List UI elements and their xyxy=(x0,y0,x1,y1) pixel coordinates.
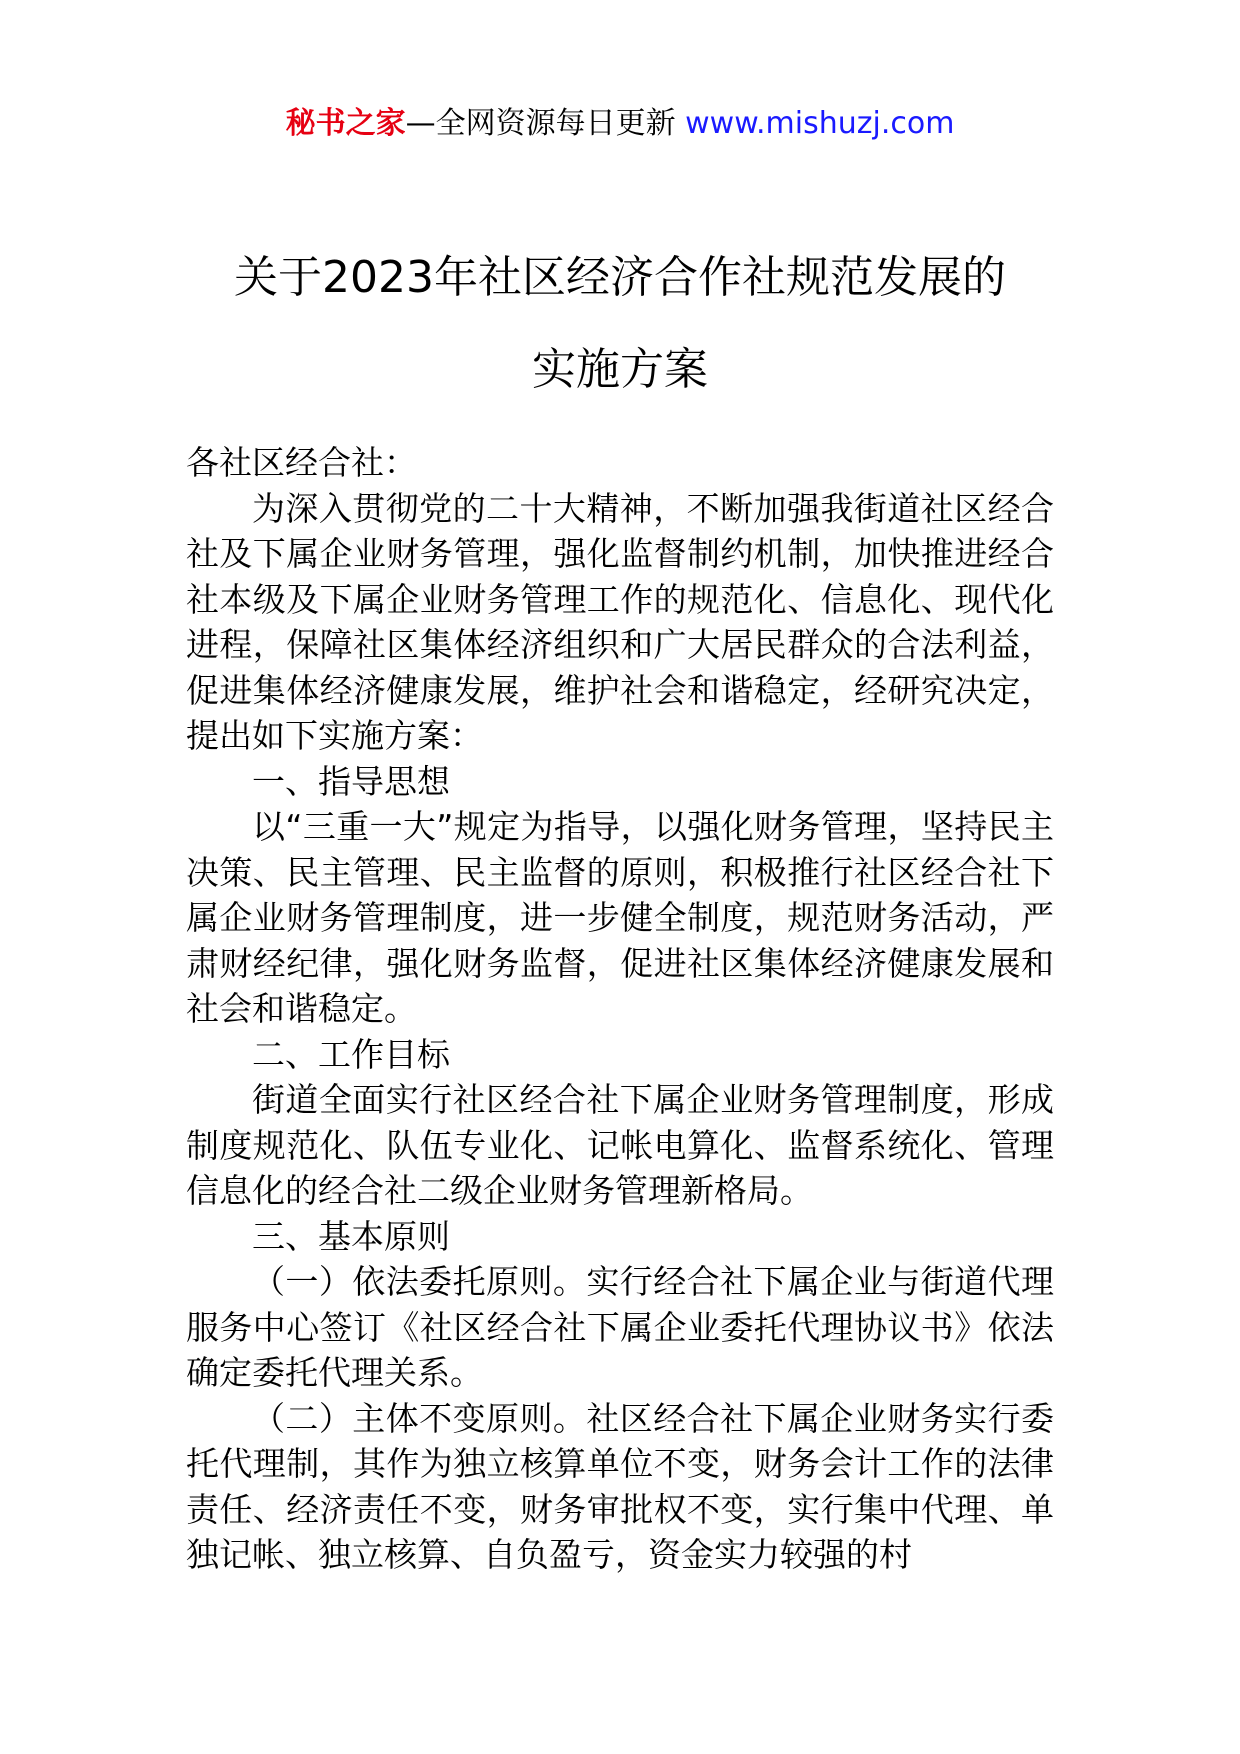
principle-paragraph-2: （二）主体不变原则。社区经合社下属企业财务实行委托代理制，其作为独立核算单位不变，财务会计工作的法律责任、经济责任不变，财务审批权不变，实行集中代理、单独记帐、独立核算、自负盈亏，资金实力较强的村 xyxy=(186,1398,1054,1574)
brand-name: 秘书之家 xyxy=(285,106,406,141)
document-title xyxy=(0,232,1240,416)
principle-paragraph-1: （一）依法委托原则。实行经合社下属企业与街道代理服务中心签订《社区经合社下属企业委托代理协议书》依法确定委托代理关系。 xyxy=(186,1262,1054,1392)
intro-paragraph: 为深入贯彻党的二十大精神，不断加强我街道社区经合社及下属企业财务管理，强化监督制约机制，加快推进经合社本级及下属企业财务管理工作的规范化、信息化、现代化进程，保障社区集体经济组织和广大居民群众的合法利益，促进集体经济健康发展，维护社会和谐稳定，经研究决定，提出如下实施方案： xyxy=(186,488,1054,755)
section-paragraph-2: 街道全面实行社区经合社下属企业财务管理制度，形成制度规范化、队伍专业化、记帐电算化、监督系统化、管理信息化的经合社二级企业财务管理新格局。 xyxy=(186,1080,1054,1210)
section-paragraph-1: 以“三重一大”规定为指导，以强化财务管理，坚持民主决策、民主管理、民主监督的原则，积极推行社区经合社下属企业财务管理制度，进一步健全制度，规范财务活动，严肃财经纪律，强化财务监督，促进社区集体经济健康发展和社会和谐稳定。 xyxy=(186,807,1054,1028)
site-url[interactable]: www.mishuzj.com xyxy=(685,106,955,141)
section-heading-3: 三、基本原则 xyxy=(252,1216,450,1256)
title-line-2: 实施方案 xyxy=(532,344,708,395)
salutation: 各社区经合社： xyxy=(186,443,417,482)
site-header xyxy=(0,100,1240,148)
document-body xyxy=(186,440,1054,1578)
section-heading-1: 一、指导思想 xyxy=(252,761,450,801)
header-tagline: —全网资源每日更新 xyxy=(405,106,686,141)
section-heading-2: 二、工作目标 xyxy=(252,1034,450,1074)
title-line-1: 关于2023年社区经济合作社规范发展的 xyxy=(234,252,1006,303)
